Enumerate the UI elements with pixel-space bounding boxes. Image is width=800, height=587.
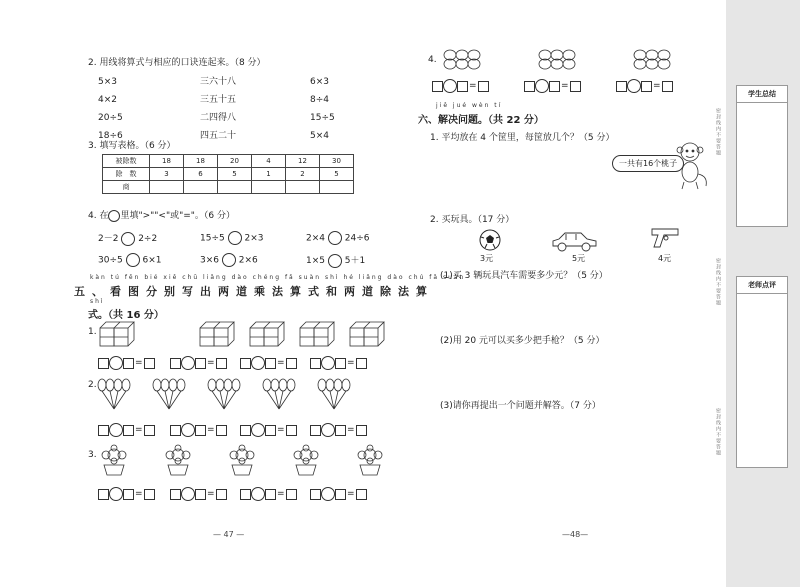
answer-cell[interactable] [252,181,286,194]
monkey-icon [672,140,712,192]
flower-pot-icon [294,445,318,475]
answer-box[interactable] [195,358,206,369]
item-number: 1. [88,327,97,337]
table-cell: 6 [184,168,218,181]
operator-circle[interactable] [251,423,265,437]
answer-box[interactable] [170,425,181,436]
answer-cell[interactable] [150,181,184,194]
answer-box[interactable] [195,489,206,500]
teacher-comment-box[interactable] [736,276,788,468]
answer-box[interactable] [356,489,367,500]
q2-title: 2. 用线将算式与相应的口诀连起来。（8 分） [88,58,266,68]
seal-line-note: 密封线内不要答题 [715,108,721,156]
q2-col2 [200,73,236,145]
answer-box[interactable] [286,489,297,500]
formula-row: = [240,423,297,437]
flower-pot-icon [166,445,190,475]
formula-row: = [170,487,227,501]
formula-row: = [98,423,155,437]
page-number: —48— [562,530,589,539]
answer-box[interactable] [662,81,673,92]
table-cell: 18 [150,155,184,168]
formula-row: = [170,423,227,437]
table-cell: 3 [150,168,184,181]
peach-group-icon [444,50,480,69]
price-ball: 3元 [480,254,494,263]
balloon-bunch-icon [318,379,350,409]
peach-group-icon [539,50,575,69]
operator-circle[interactable] [251,356,265,370]
item-number: 3. [88,450,97,460]
sub-problem-2: (2)用 20 元可以买多少把手枪？（5 分） [440,336,605,346]
answer-box[interactable] [335,425,346,436]
cube-icon [100,322,134,346]
answer-box[interactable] [195,425,206,436]
balloon-bunch-icon [263,379,295,409]
answer-box[interactable] [310,489,321,500]
table-cell: 商 [103,181,150,194]
q2-col3 [310,73,335,145]
price-gun: 4元 [658,254,672,263]
operator-circle[interactable] [181,356,195,370]
answer-box[interactable] [98,358,109,369]
cube-icon [200,322,234,346]
peach-groups [440,48,710,70]
sub-problem-3: (3)请你再提出一个问题并解答。（7 分） [440,401,601,411]
answer-box[interactable] [240,489,251,500]
student-summary-box[interactable] [736,85,788,227]
teacher-comment-label: 老师点评 [737,277,787,294]
answer-box[interactable] [98,489,109,500]
operator-circle[interactable] [535,79,549,93]
seal-line-note: 密封线内不要答题 [715,258,721,306]
answer-box[interactable] [144,425,155,436]
toy-car-icon [550,230,600,254]
q2-expr[interactable]: 8÷4 [310,95,329,105]
answer-box[interactable] [432,81,443,92]
q2-expr[interactable]: 4×2 [98,95,117,105]
table-cell: 5 [218,168,252,181]
answer-box[interactable] [570,81,581,92]
q2-rhyme[interactable]: 三六十八 [200,77,237,87]
compare-item: 1×5 5＋1 [306,253,365,268]
table-cell: 除 数 [103,168,150,181]
table-cell: 4 [252,155,286,168]
answer-box[interactable] [356,358,367,369]
answer-box[interactable] [170,358,181,369]
formula-row: = [310,356,367,370]
operator-circle[interactable] [109,356,123,370]
answer-box[interactable] [286,358,297,369]
section5-pinyin: kàn tú fēn bié xiě chū liǎng dào chéng fǎ suàn shì hé liǎng dào chú fǎ suàn [90,274,466,281]
peach-group-icon [634,50,670,69]
answer-box[interactable] [265,358,276,369]
operator-circle[interactable] [181,487,195,501]
problem-1: 1. 平均放在 4 个筐里，每筐放几个？（5 分） [430,133,615,143]
q2-expr[interactable]: 20÷5 [98,113,123,123]
operator-circle[interactable] [627,79,641,93]
q4-title: 4. 在 里填">""<"或"="。（6 分） [88,211,236,221]
compare-circle[interactable] [126,253,140,267]
flower-row [96,443,386,479]
table-cell: 1 [252,168,286,181]
answer-box[interactable] [216,358,227,369]
soccer-ball-icon [478,228,502,252]
formula-row: = [240,487,297,501]
problem-2: 2. 买玩具。（17 分） [430,215,515,225]
compare-circle[interactable] [328,231,342,245]
balloon-bunch-icon [153,379,185,409]
formula-row: = [310,487,367,501]
answer-box[interactable] [216,425,227,436]
compare-circle[interactable] [228,231,242,245]
table-cell: 2 [286,168,320,181]
answer-box[interactable] [478,81,489,92]
formula-row: = [616,79,673,93]
flower-pot-icon [102,445,126,475]
q2-expr[interactable]: 15÷5 [310,113,335,123]
q2-expr[interactable]: 6×3 [310,77,329,87]
answer-box[interactable] [144,489,155,500]
toy-gun-icon [650,225,684,249]
answer-cell[interactable] [184,181,218,194]
flower-pot-icon [230,445,254,475]
sub-problem-1: (1)买 3 辆玩具汽车需要多少元？（5 分） [440,271,608,281]
cube-row [98,318,388,350]
operator-circle[interactable] [443,79,457,93]
answer-box[interactable] [335,358,346,369]
section5-heading: 五、看图分别写出两道乘法算式和两道除法算 [74,285,434,298]
flower-pot-icon [358,445,382,475]
table-cell: 20 [218,155,252,168]
answer-cell[interactable] [286,181,320,194]
answer-box[interactable] [310,358,321,369]
operator-circle[interactable] [181,423,195,437]
cube-icon [250,322,284,346]
section5-pinyin2: shì [90,298,105,305]
cube-icon [350,322,384,346]
operator-circle[interactable] [321,423,335,437]
answer-box[interactable] [123,489,134,500]
formula-row: = [524,79,581,93]
answer-box[interactable] [240,425,251,436]
answer-box[interactable] [265,489,276,500]
formula-row: = [170,356,227,370]
answer-box[interactable] [310,425,321,436]
answer-cell[interactable] [320,181,354,194]
price-car: 5元 [572,254,586,263]
answer-box[interactable] [170,489,181,500]
answer-box[interactable] [616,81,627,92]
table-cell: 18 [184,155,218,168]
answer-box[interactable] [98,425,109,436]
answer-box[interactable] [123,358,134,369]
table-cell: 12 [286,155,320,168]
answer-cell[interactable] [218,181,252,194]
table-cell: 被除数 [103,155,150,168]
operator-circle[interactable] [321,487,335,501]
section5-heading2: 式。（共 16 分） [88,310,164,321]
q2-expr[interactable]: 18÷6 [98,131,123,141]
answer-box[interactable] [457,81,468,92]
formula-row: = [240,356,297,370]
balloon-row [96,375,386,413]
compare-item: 2×4 24÷6 [306,231,369,245]
formula-row: = [98,356,155,370]
q2-rhyme[interactable]: 二四得八 [200,113,237,123]
answer-box[interactable] [549,81,560,92]
operator-circle[interactable] [251,487,265,501]
compare-item: 15÷5 2×3 [200,231,263,245]
answer-box[interactable] [240,358,251,369]
compare-item: 2－2 2÷2 [98,231,157,246]
operator-circle[interactable] [109,487,123,501]
formula-row: = [432,79,489,93]
table-cell: 5 [320,168,354,181]
circle-icon [108,210,120,222]
answer-box[interactable] [144,358,155,369]
answer-box[interactable] [641,81,652,92]
q2-expr[interactable]: 5×4 [310,131,329,141]
answer-box[interactable] [216,489,227,500]
compare-circle[interactable] [121,232,135,246]
q2-rhyme[interactable]: 三五十五 [200,95,237,105]
page-number: — 47 — [213,530,245,539]
answer-box[interactable] [286,425,297,436]
compare-item: 30÷5 6×1 [98,253,161,267]
section6-heading: 六、解决问题。（共 22 分） [418,115,544,126]
seal-line-note: 密封线内不要答题 [715,408,721,456]
speech-bubble: 一共有16个桃子 [612,155,684,172]
compare-circle[interactable] [328,254,342,268]
cube-icon [300,322,334,346]
compare-item: 3×6 2×6 [200,253,258,267]
item-number: 2. [88,380,97,390]
section6-pinyin: jiě jué wèn tí [436,102,503,109]
compare-circle[interactable] [222,253,236,267]
answer-box[interactable] [123,425,134,436]
answer-box[interactable] [335,489,346,500]
q2-expr[interactable]: 5×3 [98,77,117,87]
q2-rhyme[interactable]: 四五二十 [200,131,237,141]
q3-title: 3. 填写表格。（6 分） [88,141,176,151]
q3-table [102,154,354,194]
balloon-bunch-icon [208,379,240,409]
table-cell: 30 [320,155,354,168]
formula-row: = [310,423,367,437]
balloon-bunch-icon [98,379,130,409]
answer-box[interactable] [265,425,276,436]
answer-box[interactable] [356,425,367,436]
q2-col1 [98,73,123,145]
operator-circle[interactable] [109,423,123,437]
formula-row: = [98,487,155,501]
operator-circle[interactable] [321,356,335,370]
q4-label: 4. [428,55,437,65]
answer-box[interactable] [524,81,535,92]
student-summary-label: 学生总结 [737,86,787,103]
